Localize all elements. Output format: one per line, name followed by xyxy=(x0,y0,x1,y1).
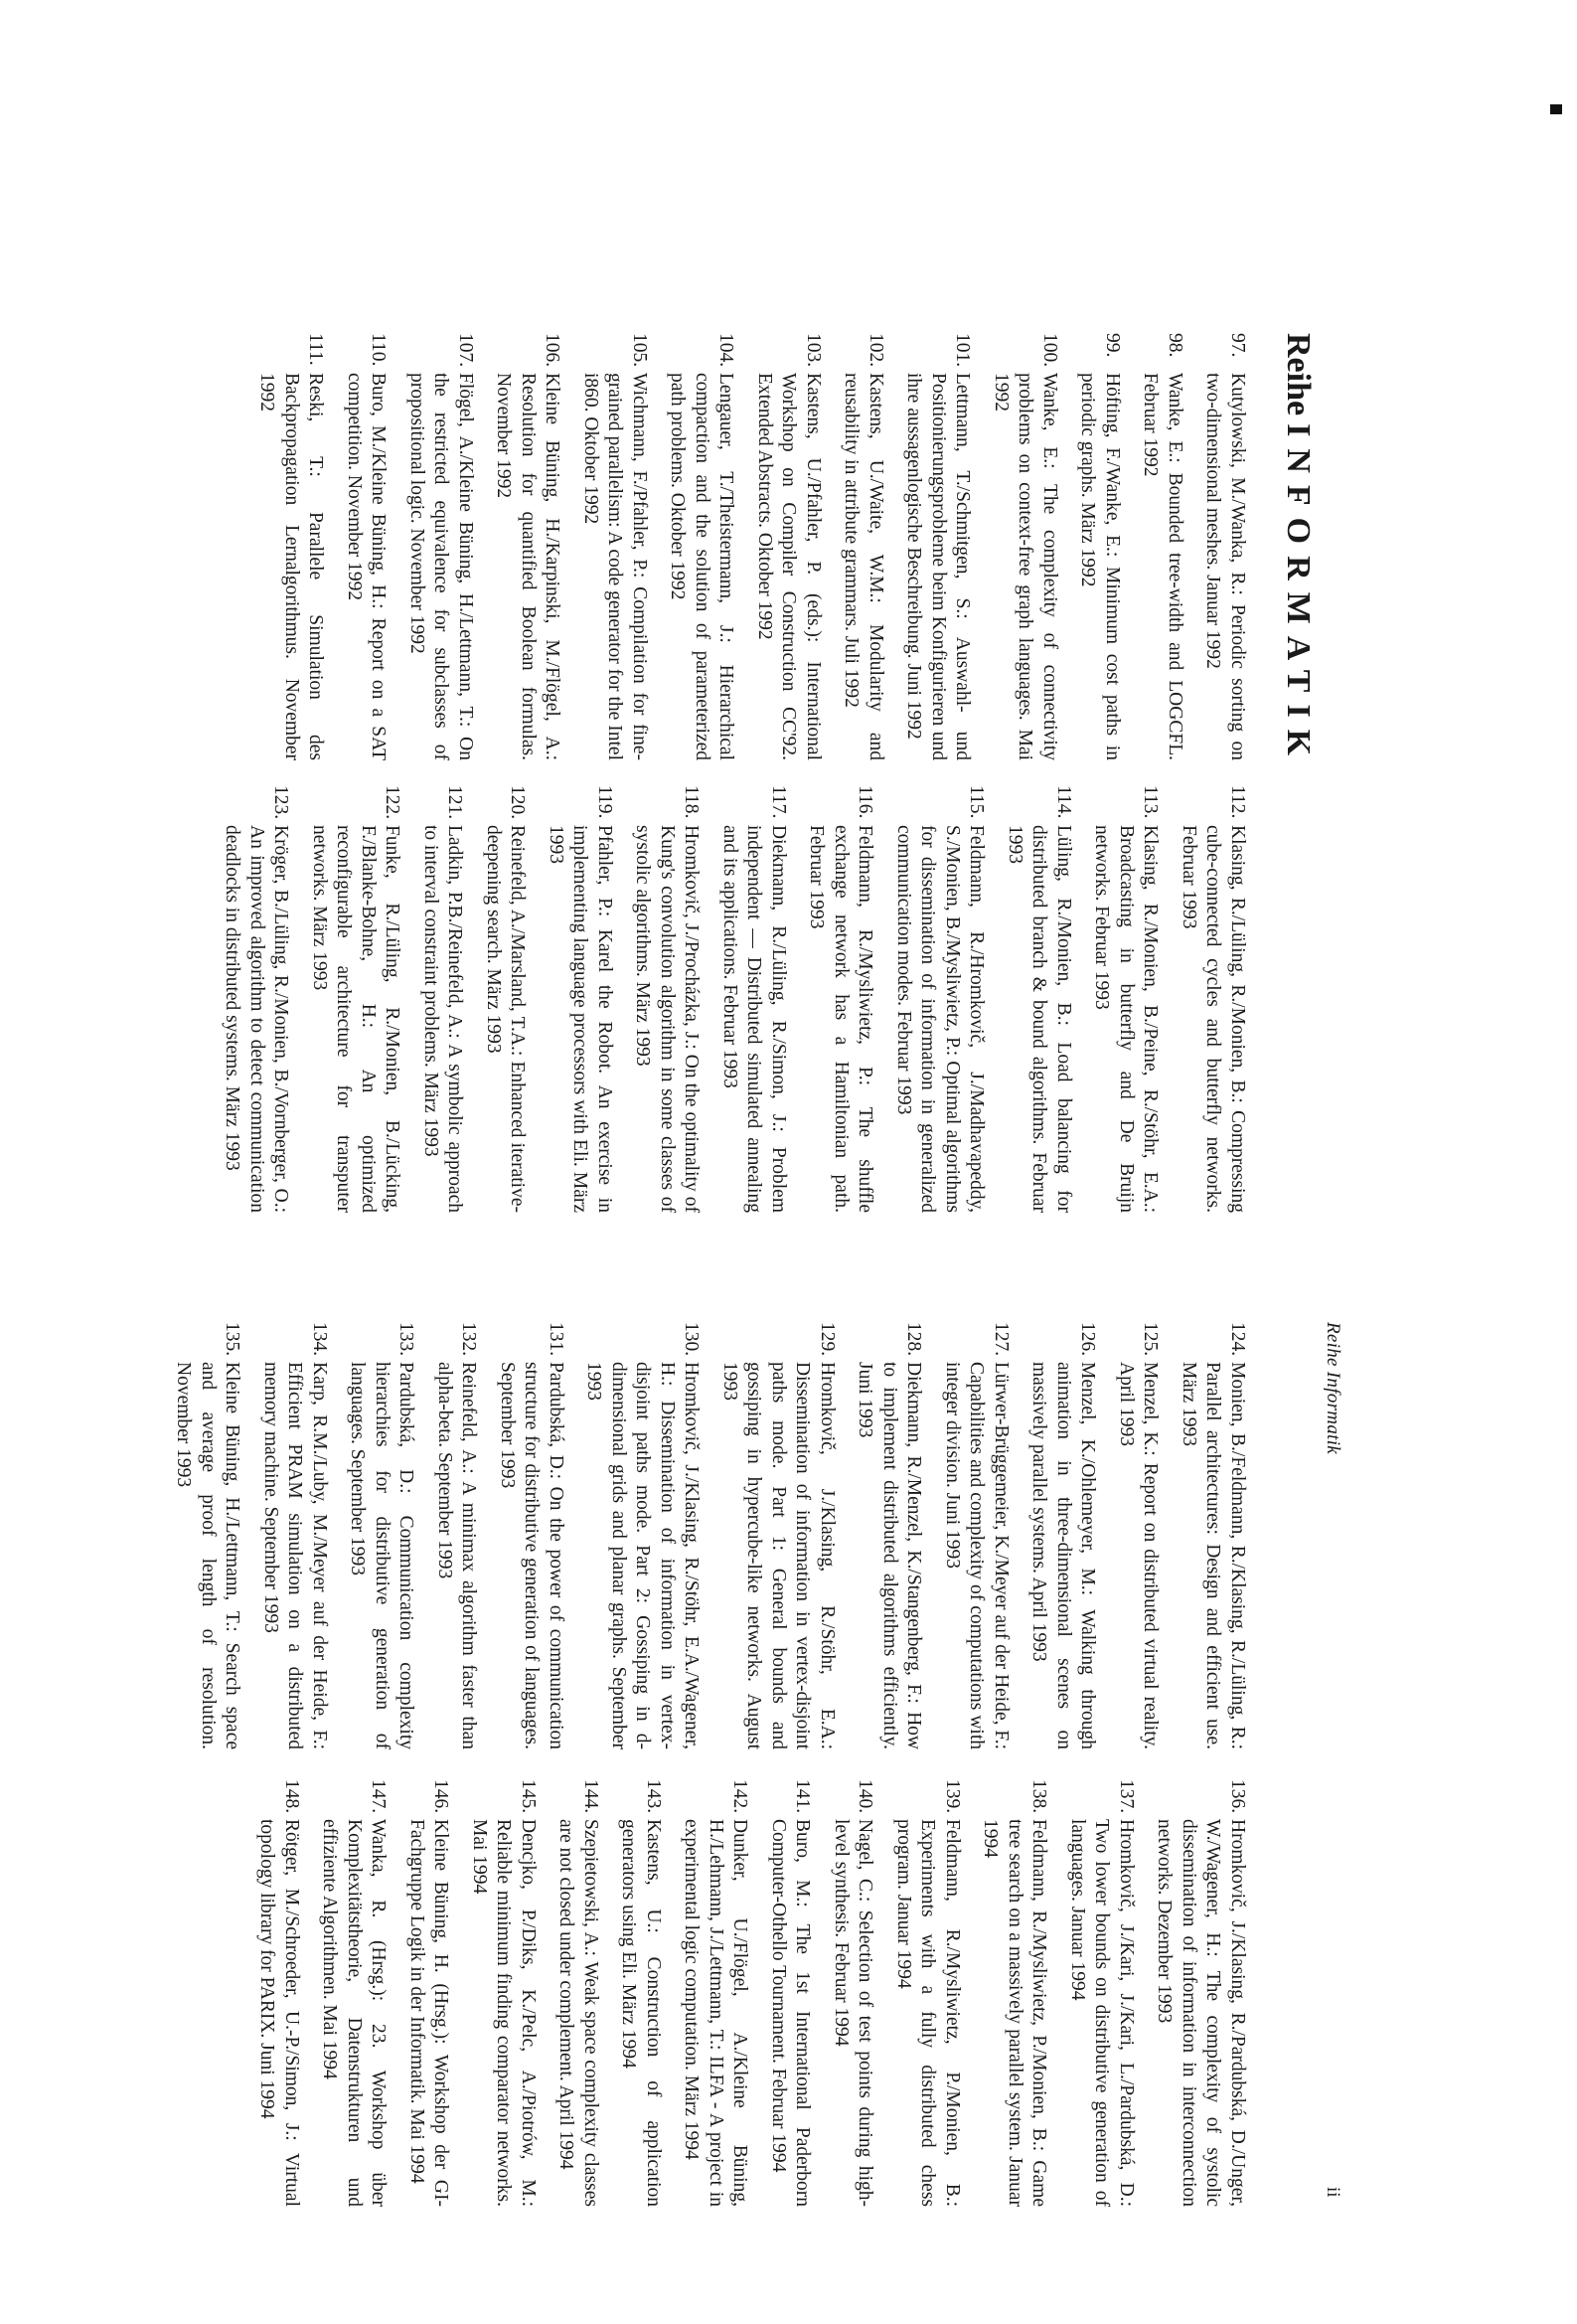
entry-citation: Wanka, R. (Hrsg.): 23. Workshop über Komplexitätstheorie, Datenstrukturen und effiziente Algorithmen. Mai 1994 xyxy=(319,1819,390,2207)
entry-citation: Dencjko, P./Diks, K./Pelc, A./Piotrów, M.: Reliable minimum finding comparator networks. Mai 1994 xyxy=(469,1819,539,2207)
entry-citation: Buro, M./Kleine Büning, H.: Report on a SAT competition. November 1992 xyxy=(344,373,390,760)
entry-citation: Kastens, U.: Construction of application generators using Eli. März 1994 xyxy=(618,1819,664,2207)
entry-number: 111. xyxy=(305,333,327,366)
entry-number: 139. xyxy=(942,1779,963,1814)
reference-entry xyxy=(766,1779,815,2207)
entry-citation: Menzel, K./Ohlemeyer, M.: Walking through animation in three-dimensional scenes on massively parallel systems. April 1993 xyxy=(1028,1362,1099,1749)
reference-entry xyxy=(553,1779,602,2207)
entry-number: 144. xyxy=(580,1779,601,1814)
entry-number: 148. xyxy=(281,1779,302,1814)
entry-number: 133. xyxy=(395,1322,417,1357)
entry-number: 146. xyxy=(430,1779,452,1814)
reference-entry xyxy=(258,1322,332,1749)
series-title xyxy=(1279,333,1317,767)
entry-number: 116. xyxy=(855,785,876,819)
entry-number: 104. xyxy=(715,333,737,368)
reference-entry xyxy=(481,785,530,1213)
corner-registration-mark xyxy=(1550,104,1562,114)
entry-citation: Diekmann, R./Lüling, R./Simon, J.: Problem independent — Distributed simulated annealing and its applications. Februar 1993 xyxy=(719,825,789,1213)
reference-entry xyxy=(665,333,738,760)
entry-citation: Hromkovič, J./Procházka, J.: On the optimality of Kung's convolution algorithm in some classes of systolic algorithms. März 1993 xyxy=(632,825,703,1213)
entry-number: 130. xyxy=(681,1322,703,1357)
reference-entry xyxy=(829,1779,877,2207)
reference-entry xyxy=(752,333,826,760)
entry-number: 143. xyxy=(643,1779,664,1814)
entry-citation: Feldmann, R./Mysliwietz, P./Monien, B.: Game tree search on a massively parallel system. Januar 1994 xyxy=(980,1819,1050,2207)
entry-number: 118. xyxy=(681,785,703,819)
reference-column-2 xyxy=(206,785,1249,1213)
entry-citation: Lürwer-Brüggemeier, K./Meyer auf der Heide, F.: Capabilities and complexity of computations with integer division. Juni 1993 xyxy=(942,1362,1012,1749)
entry-number: 103. xyxy=(803,333,824,368)
page-number: ii xyxy=(1323,2187,1343,2198)
reference-entry xyxy=(467,1779,541,2207)
entry-number: 123. xyxy=(270,785,292,820)
entry-citation: Kastens, U./Waite, W.M.: Modularity and reusability in attribute grammars. Juli 1992 xyxy=(841,373,886,760)
entry-number: 120. xyxy=(507,785,529,820)
entry-citation: Klasing, R./Monien, B./Peine, R./Stöhr, E.A.: Broadcasting in butterfly and De Bruijn networks. Februar 1993 xyxy=(1091,825,1162,1213)
reference-entry xyxy=(717,1322,840,1749)
reference-column-3 xyxy=(157,1322,1249,1749)
entry-number: 117. xyxy=(768,785,789,819)
entry-citation: Hromkovič, J./Kari, J./Kari, L./Pardubská, D.: Two lower bounds on distributive generation of languages. Januar 1994 xyxy=(1067,1819,1137,2207)
reference-entry xyxy=(254,333,328,760)
reference-entry xyxy=(891,785,989,1213)
entry-citation: Feldmann, R./Mysliwietz, P.: The shuffle exchange network has a Hamiltonian path. Februar 1993 xyxy=(806,825,876,1213)
reference-entry xyxy=(1089,785,1163,1213)
entry-citation: Flögel, A./Kleine Büning, H./Lettmann, T.: On the restricted equivalence for subclasses of propositional logic. November 1992 xyxy=(406,373,476,760)
reference-entry xyxy=(978,1779,1051,2207)
entry-number: 114. xyxy=(1053,785,1074,819)
reference-entry xyxy=(220,785,293,1213)
entry-number: 100. xyxy=(1039,333,1060,368)
reference-entry xyxy=(544,785,617,1213)
series-title-prefix: Reihe xyxy=(1280,333,1317,416)
entry-citation: Karp, R.M./Luby, M./Meyer auf der Heide, F.: Efficient PRAM simulation on a distributed memory machine. September 1993 xyxy=(260,1362,330,1749)
entry-citation: Monien, B./Feldmann, R./Klasing, R./Lüling, R.: Parallel architectures: Design and efficient use. März 1993 xyxy=(1179,1362,1248,1749)
entry-citation: Reski, T.: Parallele Simulation des Backpropagation Lernalgorithmus. November 1992 xyxy=(256,373,327,760)
entry-citation: Pardubská, D.: On the power of communication structure for distributive generation of languages. September 1993 xyxy=(497,1362,566,1749)
entry-citation: Kleine Büning, H./Lettmann, T.: Search space and average proof length of resolution. November 1993 xyxy=(173,1362,243,1749)
entry-number: 119. xyxy=(594,785,615,819)
entry-citation: Kleine Büning, H. (Hrsg.): Workshop der GI-Fachgruppe Logik in der Informatik. Mai 1994 xyxy=(406,1819,452,2207)
entry-number: 126. xyxy=(1077,1322,1099,1357)
entry-number: 128. xyxy=(903,1322,925,1357)
entry-citation: Pardubská, D.: Communication complexity hierarchies for distributive generation of languages. September 1993 xyxy=(347,1362,417,1749)
entry-citation: Wichmann, F./Pfahler, P.: Compilation for fine-grained parallelism: A code generator for the Intel i860. Oktober 1992 xyxy=(580,373,650,760)
entry-number: 113. xyxy=(1140,785,1162,819)
reference-entry xyxy=(940,1322,1014,1749)
reference-entry xyxy=(1026,1322,1100,1749)
entry-number: 106. xyxy=(542,333,563,368)
entry-number: 122. xyxy=(382,785,403,820)
reference-entry xyxy=(495,1322,568,1749)
entry-number: 97. xyxy=(1227,333,1248,358)
reference-entry xyxy=(1152,1779,1249,2207)
reference-entry xyxy=(616,1779,665,2207)
entry-number: 98. xyxy=(1165,333,1185,358)
entry-citation: Feldmann, R./Hromkovič, J./Madhavapeddy, S./Monien, B./Mysliwietz, P.: Optimal algorithms for dissemination of information in generalized communication modes. Februar 1993 xyxy=(893,825,988,1213)
entry-citation: Hromkovič, J./Klasing, R./Pardubská, D./Unger, W./Wagener, H.: The complexity of systolic dissemination of information in interconnection networks. Dezember 1993 xyxy=(1154,1819,1248,2207)
entry-citation: Dunker, U./Flögel, A./Kleine Büning, H./Lehmann, J./Lettmann, T.: ILFA - A project in experimental logic computation. März 1994 xyxy=(681,1819,751,2207)
entry-number: 125. xyxy=(1140,1322,1162,1357)
series-title-name: INFORMATIK xyxy=(1280,423,1317,768)
entry-number: 107. xyxy=(455,333,476,368)
entry-citation: Wanke, E.: The complexity of connectivity problems on context-free graph languages. Mai 1992 xyxy=(991,373,1060,760)
reference-entry xyxy=(1138,333,1186,760)
entry-citation: Lettmann, T./Schmitgen, S.: Auswahl- und Positionierungsprobleme beim Konfigurieren und ihre aussagenlogische Beschreibung. Juni 1992 xyxy=(903,373,974,760)
entry-citation: Diekmann, R./Menzel, K./Stangenberg, F.: How to implement distributed algorithms efficiently. Juni 1993 xyxy=(855,1362,925,1749)
entry-citation: Reinefeld, A./Marsland, T.A.: Enhanced iterative-deepening search. März 1993 xyxy=(483,825,529,1213)
entry-citation: Lüling, R./Monien, B.: Load balancing for distributed branch & bound algorithms. Februar 1993 xyxy=(1005,825,1074,1213)
entry-citation: Feldmann, R./Mysliwietz, P./Monien, B.: Experiments with a fully distributed chess program. Januar 1994 xyxy=(893,1819,963,2207)
reference-entry xyxy=(839,333,887,760)
reference-entry xyxy=(1177,785,1250,1213)
entry-number: 124. xyxy=(1227,1322,1248,1357)
reference-entry xyxy=(717,785,791,1213)
entry-citation: Szepietowski, A.: Weak space complexity classes are not closed under complement. April 1994 xyxy=(555,1819,601,2207)
reference-entry xyxy=(404,333,478,760)
entry-citation: Kutylowski, M./Wanka, R.: Periodic sorting on two-dimensional meshes. Januar 1992 xyxy=(1202,373,1248,760)
reference-entry xyxy=(404,1779,453,2207)
running-header: Reihe Informatik xyxy=(1323,1322,1343,1455)
reference-entry xyxy=(432,1322,481,1749)
entry-citation: Rötger, M./Schroeder, U.-P./Simon, J.: Virtual topology library for PARIX. Juni 1994 xyxy=(256,1819,302,2207)
entry-number: 134. xyxy=(309,1322,330,1357)
entry-number: 145. xyxy=(518,1779,539,1814)
entry-citation: Buro, M.: The 1st International Paderborn Computer-Othello Tournament. Februar 1994 xyxy=(768,1819,814,2207)
entry-number: 140. xyxy=(855,1779,876,1814)
reference-column-1 xyxy=(240,333,1249,760)
entry-number: 127. xyxy=(991,1322,1012,1357)
reference-entry xyxy=(578,333,652,760)
reference-entry xyxy=(1065,1779,1139,2207)
reference-entry xyxy=(342,333,391,760)
entry-number: 142. xyxy=(729,1779,751,1814)
reference-entry xyxy=(491,333,564,760)
reference-entry xyxy=(804,785,877,1213)
entry-citation: Hromkovič, J./Klasing, R./Stöhr, E.A.: Dissemination of information in vertex-disjoint paths mode. Part 1: General bounds and gossiping in hypercube-like networks. August 1993 xyxy=(719,1362,838,1749)
entry-number: 132. xyxy=(458,1322,480,1357)
reference-entry xyxy=(989,333,1062,760)
reference-entry xyxy=(581,1322,704,1749)
entry-citation: Klasing, R./Lüling, R./Monien, B.: Compressing cube-connected cycles and butterfly networks. Februar 1993 xyxy=(1179,825,1248,1213)
reference-entry xyxy=(1177,1322,1250,1749)
entry-citation: Pfahler, P.: Karel the Robot. An exercise in implementing language processors with Eli. März 1993 xyxy=(546,825,615,1213)
entry-citation: Hromkovič, J./Klasing, R./Stöhr, E.A./Wagener, H.: Dissemination of information in vertex-disjoint paths mode. Part 2: Gossiping in d-dimensional grids and planar graphs. September 1993 xyxy=(583,1362,703,1749)
reference-column-4 xyxy=(240,1779,1249,2207)
entry-number: 102. xyxy=(866,333,886,368)
reference-entry xyxy=(1200,333,1249,760)
entry-number: 110. xyxy=(368,333,390,367)
entry-citation: Ladkin, P.B./Reinefeld, A.: A symbolic approach to interval constraint problems. März 1993 xyxy=(420,825,466,1213)
entry-number: 101. xyxy=(952,333,974,368)
reference-entry xyxy=(345,1322,418,1749)
entry-number: 138. xyxy=(1028,1779,1050,1814)
entry-citation: Nagel, C.: Selection of test points during high-level synthesis. Februar 1994 xyxy=(831,1819,876,2207)
entry-number: 115. xyxy=(966,785,988,819)
reference-entry xyxy=(307,785,404,1213)
entry-number: 147. xyxy=(368,1779,390,1814)
reference-entry xyxy=(630,785,704,1213)
entry-citation: Wanke, E.: Bounded tree-width and LOGCFL. Februar 1992 xyxy=(1140,373,1185,760)
entry-number: 112. xyxy=(1227,785,1248,819)
entry-number: 105. xyxy=(629,333,650,368)
entry-citation: Kastens, U./Pfahler, P. (eds.): International Workshop on Compiler Construction CC'92. Extended Abstracts. Oktober 1992 xyxy=(754,373,824,760)
reference-entry xyxy=(1003,785,1076,1213)
entry-number: 135. xyxy=(222,1322,243,1357)
entry-number: 141. xyxy=(792,1779,814,1814)
entry-number: 137. xyxy=(1116,1779,1137,1814)
reference-entry xyxy=(418,785,467,1213)
entry-citation: Höfting, F./Wanke, E.: Minimum cost paths in periodic graphs. März 1992 xyxy=(1077,373,1123,760)
reference-entry xyxy=(254,1779,303,2207)
reference-entry xyxy=(171,1322,244,1749)
entry-citation: Lengauer, T./Theistermann, J.: Hierarchical compaction and the solution of parameterized path problems. Oktober 1992 xyxy=(667,373,737,760)
reference-entry xyxy=(317,1779,391,2207)
entry-citation: Menzel, K.: Report on distributed virtual reality. April 1993 xyxy=(1116,1362,1162,1749)
reference-entry xyxy=(1075,333,1124,760)
reference-entry xyxy=(679,1779,752,2207)
entry-number: 121. xyxy=(444,785,466,820)
entry-citation: Funke, R./Lüling, R./Monien, B./Lücking, F./Blanke-Bohne, H.: An optimized reconfigurable architecture for transputer networks. März 1993 xyxy=(309,825,403,1213)
entry-citation: Kröger, B./Lüling, R./Monien, B./Vornberger, O.: An improved algorithm to detect communication deadlocks in distributed systems. März 1993 xyxy=(222,825,292,1213)
reference-entry xyxy=(891,1779,965,2207)
entry-number: 131. xyxy=(546,1322,566,1357)
reference-entry xyxy=(901,333,975,760)
entry-number: 99. xyxy=(1102,333,1123,358)
entry-citation: Kleine Büning, H./Karpinski, M./Flögel, A.: Resolution for quantified Boolean formulas. November 1992 xyxy=(493,373,563,760)
entry-number: 129. xyxy=(817,1322,838,1357)
entry-citation: Reinefeld, A.: A minimax algorithm faster than alpha-beta. September 1993 xyxy=(434,1362,480,1749)
reference-entry xyxy=(1114,1322,1163,1749)
reference-entry xyxy=(853,1322,926,1749)
entry-number: 136. xyxy=(1227,1779,1248,1814)
